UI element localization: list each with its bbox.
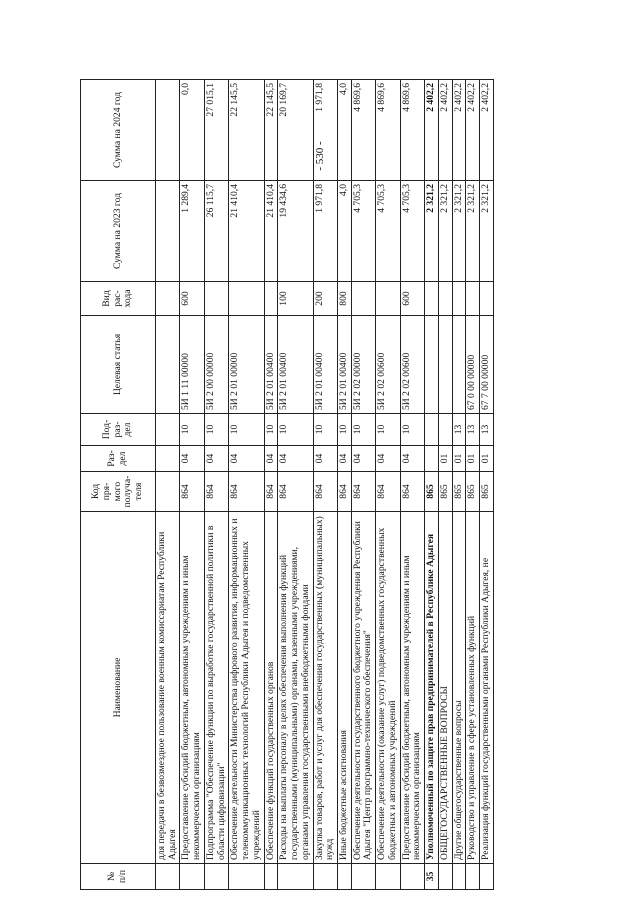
table-row [278,80,313,890]
row-name: Подпрограмма "Обеспечение функции по выработке государственной политики в области цифровизации" [204,512,228,864]
row-podrazdel: 10 [264,414,278,446]
row-summa-2023 [156,181,180,282]
row-number [351,864,375,890]
row-summa-2023: 4 705,3 [351,181,375,282]
row-razdel: 04 [264,446,278,472]
row-summa-2023: 2 321,2 [425,181,439,282]
row-celevaya-statya: 67 0 00 00000 [466,316,480,414]
header-summa-2024: Сумма на 2024 год [81,80,156,181]
row-vid-rashoda: 800 [338,282,352,316]
row-number [338,864,352,890]
row-number [229,864,264,890]
row-celevaya-statya: 5И 2 01 00400 [313,316,337,414]
row-number [466,864,480,890]
row-summa-2023: 4 705,3 [400,181,424,282]
row-celevaya-statya [438,316,452,414]
row-summa-2023: 2 321,2 [466,181,480,282]
row-name: Обеспечение функций государственных органов [264,512,278,864]
row-summa-2023: 19 434,6 [278,181,313,282]
row-podrazdel: 10 [376,414,400,446]
table-row [313,80,337,890]
row-number [180,864,204,890]
row-summa-2024: 2 402,2 [438,80,452,181]
row-razdel: 04 [229,446,264,472]
row-vid-rashoda [204,282,228,316]
row-podrazdel: 13 [466,414,480,446]
table-header-row [81,80,156,890]
row-kod: 864 [229,472,264,512]
row-summa-2023: 21 410,4 [229,181,264,282]
table-row [452,80,466,890]
row-razdel: 04 [400,446,424,472]
row-razdel: 01 [466,446,480,472]
header-no: № п/п [81,864,156,890]
row-celevaya-statya: 5И 2 00 00000 [204,316,228,414]
header-razdel: Раз-дел [81,446,156,472]
row-summa-2024: 2 402,2 [425,80,439,181]
row-summa-2024: 4 869,6 [400,80,424,181]
row-summa-2023: 2 321,2 [480,181,494,282]
row-podrazdel: 10 [204,414,228,446]
row-celevaya-statya: 5И 2 02 00600 [400,316,424,414]
row-summa-2024: 27 015,1 [204,80,228,181]
row-podrazdel: 10 [400,414,424,446]
header-celevaya-statya: Целевая статья [81,316,156,414]
row-name: Обеспечение деятельности (оказание услуг) подведомственных государственных бюджетных и автономных учреждений [376,512,400,864]
budget-table [80,79,494,890]
table-row [338,80,352,890]
row-summa-2023: 21 410,4 [264,181,278,282]
header-name: Наименование [81,512,156,864]
row-name: Реализация функций государственными органами Республики Адыгея, не [480,512,494,864]
row-name: Другие общегосударственные вопросы [452,512,466,864]
row-razdel: 04 [204,446,228,472]
row-celevaya-statya: 5И 2 01 00000 [229,316,264,414]
row-name: Предоставление субсидий бюджетным, автономным учреждениям и иным некоммерческим организациям [400,512,424,864]
table-body [156,80,494,890]
row-number [400,864,424,890]
row-celevaya-statya: 5И 2 01 00400 [264,316,278,414]
row-razdel: 01 [452,446,466,472]
row-kod: 865 [466,472,480,512]
row-summa-2024: 22 145,5 [264,80,278,181]
table-row [204,80,228,890]
row-summa-2024: 4,0 [338,80,352,181]
row-kod: 865 [452,472,466,512]
row-kod: 864 [278,472,313,512]
row-celevaya-statya [156,316,180,414]
row-name: для передачи в безвозмездное пользование военным комиссариатам Республики Адыгея [156,512,180,864]
row-name: Обеспечение деятельности Министерства цифрового развития, информационных и телекоммуникационных технологий Республики Адыгея и подведомственных учреждений [229,512,264,864]
row-summa-2024: 22 145,5 [229,80,264,181]
row-summa-2024: 2 402,2 [480,80,494,181]
row-celevaya-statya [425,316,439,414]
row-podrazdel [156,414,180,446]
row-summa-2024: 4 869,6 [376,80,400,181]
row-podrazdel: 10 [313,414,337,446]
row-summa-2024 [156,80,180,181]
row-vid-rashoda [351,282,375,316]
row-vid-rashoda: 600 [180,282,204,316]
row-podrazdel: 10 [338,414,352,446]
row-name: Иные бюджетные ассигнования [338,512,352,864]
row-razdel: 04 [338,446,352,472]
row-kod: 864 [180,472,204,512]
row-vid-rashoda [376,282,400,316]
row-vid-rashoda [466,282,480,316]
table-container [80,80,560,890]
row-celevaya-statya: 67 7 00 00000 [480,316,494,414]
row-kod: 864 [264,472,278,512]
row-celevaya-statya: 5И 2 01 00400 [278,316,313,414]
row-razdel: 04 [313,446,337,472]
row-celevaya-statya: 5И 2 02 00600 [376,316,400,414]
row-vid-rashoda [264,282,278,316]
row-summa-2023: 1 971,8 [313,181,337,282]
row-celevaya-statya: 5И 2 01 00400 [338,316,352,414]
row-name: Закупка товаров, работ и услуг для обеспечения государственных (муниципальных) нужд [313,512,337,864]
row-vid-rashoda: 100 [278,282,313,316]
row-summa-2023: 26 115,7 [204,181,228,282]
table-row [264,80,278,890]
row-kod: 864 [376,472,400,512]
table-row [180,80,204,890]
row-vid-rashoda [480,282,494,316]
header-vid-rashoda: Вид рас-хода [81,282,156,316]
row-kod: 864 [400,472,424,512]
header-kod: Код пря-мого получа-теля [81,472,156,512]
row-summa-2023: 4 705,3 [376,181,400,282]
row-summa-2024: 1 971,8 [313,80,337,181]
row-summa-2023: 1 289,4 [180,181,204,282]
row-podrazdel: 10 [351,414,375,446]
row-summa-2024: 2 402,2 [466,80,480,181]
row-name: Расходы на выплаты персоналу в целях обеспечения выполнения функций государственными (муниципальными) органами, казенными учреждениями, органами управления государственными внебюджетными фондами [278,512,313,864]
row-podrazdel: 10 [278,414,313,446]
row-vid-rashoda [229,282,264,316]
row-vid-rashoda [438,282,452,316]
header-summa-2023: Сумма на 2023 год [81,181,156,282]
row-number [264,864,278,890]
row-summa-2024: 20 169,7 [278,80,313,181]
row-kod: 864 [313,472,337,512]
row-vid-rashoda [452,282,466,316]
row-number [452,864,466,890]
row-kod: 865 [425,472,439,512]
row-name: Предоставление субсидий бюджетным, автономным учреждениям и иным некоммерческим организациям [180,512,204,864]
row-number [278,864,313,890]
table-row [480,80,494,890]
row-summa-2023: 2 321,2 [438,181,452,282]
row-kod: 865 [480,472,494,512]
row-vid-rashoda [156,282,180,316]
row-celevaya-statya: 5И 2 02 00000 [351,316,375,414]
row-razdel: 04 [278,446,313,472]
table-row [425,80,439,890]
table-row [466,80,480,890]
row-razdel [156,446,180,472]
row-number [480,864,494,890]
table-row [156,80,180,890]
row-summa-2023: 4,0 [338,181,352,282]
row-name: Уполномоченный по защите прав предпринимателей в Республике Адыгея [425,512,439,864]
page-number: - 530 - [314,141,326,171]
row-number [313,864,337,890]
row-razdel [425,446,439,472]
row-number [438,864,452,890]
row-podrazdel: 13 [452,414,466,446]
row-summa-2024: 0,0 [180,80,204,181]
row-number [376,864,400,890]
table-row [400,80,424,890]
header-podrazdel: Под-раз-дел [81,414,156,446]
row-number [156,864,180,890]
row-vid-rashoda: 200 [313,282,337,316]
row-razdel: 01 [480,446,494,472]
table-row [351,80,375,890]
row-name: ОБЩЕГОСУДАРСТВЕННЫЕ ВОПРОСЫ [438,512,452,864]
row-vid-rashoda [425,282,439,316]
row-podrazdel [438,414,452,446]
row-podrazdel: 10 [229,414,264,446]
row-number: 35 [425,864,439,890]
row-kod [156,472,180,512]
row-number [204,864,228,890]
row-celevaya-statya [452,316,466,414]
table-row [229,80,264,890]
row-summa-2024: 2 402,2 [452,80,466,181]
row-name: Обеспечение деятельности государственного бюджетного учреждения Республики Адыгея "Центр программно-технического обеспечения" [351,512,375,864]
row-summa-2024: 4 869,6 [351,80,375,181]
row-summa-2023: 2 321,2 [452,181,466,282]
row-podrazdel [425,414,439,446]
row-kod: 864 [204,472,228,512]
row-name: Руководство и управление в сфере установленных функций [466,512,480,864]
row-razdel: 01 [438,446,452,472]
row-podrazdel: 13 [480,414,494,446]
row-razdel: 04 [376,446,400,472]
row-podrazdel: 10 [180,414,204,446]
row-razdel: 04 [180,446,204,472]
row-kod: 865 [438,472,452,512]
table-row [438,80,452,890]
table-row [376,80,400,890]
row-celevaya-statya: 5И 1 11 00000 [180,316,204,414]
row-razdel: 04 [351,446,375,472]
row-vid-rashoda: 600 [400,282,424,316]
row-kod: 864 [338,472,352,512]
row-kod: 864 [351,472,375,512]
